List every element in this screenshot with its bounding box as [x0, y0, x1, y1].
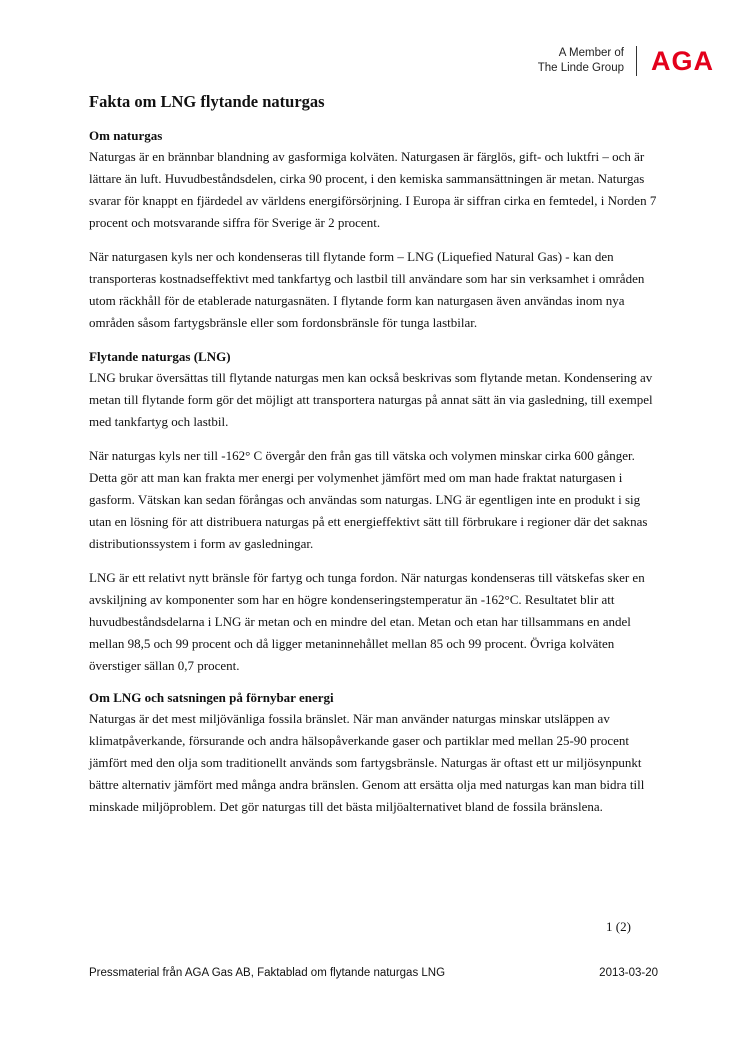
section-lng-fornybar-energi	[89, 687, 664, 818]
document-body	[89, 92, 664, 818]
logo-divider	[636, 46, 637, 76]
footer-date: 2013-03-20	[599, 967, 658, 979]
aga-logo-mark: AGA	[651, 45, 714, 76]
section-heading: Om naturgas	[89, 128, 163, 143]
section-flytande-naturgas	[89, 346, 664, 677]
section-heading: Flytande naturgas (LNG)	[89, 349, 231, 364]
paragraph: Naturgas är det mest miljövänliga fossila bränslet. När man använder naturgas minskar utsläppen av klimatpåverkande, försurande och andra hälsopåverkande gaser och partiklar med mellan 25-90 procent jämfört med den olja som traditionellt används som fartygsbränsle. Naturgas är oftast ett ur miljösynpunkt bättre alternativ jämfört med många andra bränslen. Genom att ersätta olja med naturgas kan man bidra till minskade miljöproblem. Det gör naturgas till det bästa miljöalternativet bland de fossila bränslena.	[89, 711, 645, 814]
footer-source: Pressmaterial från AGA Gas AB, Faktablad om flytande naturgas LNG	[89, 967, 446, 979]
paragraph: Naturgas är en brännbar blandning av gasformiga kolväten. Naturgasen är färglös, gift- och luktfri – och är lättare än luft. Huvudbeståndsdelen, cirka 90 procent, i den kemiska sammansättningen är metan. Naturgas svarar för knappt en fjärdedel av världens energiförsörjning. I Europa är siffran cirka en femtedel, i Norden 7 procent och motsvarande siffra för Sverige är 2 procent.	[89, 149, 657, 230]
paragraph: LNG brukar översättas till flytande naturgas men kan också beskrivas som flytande metan. Kondensering av metan till flytande form gör det möjligt att transportera naturgas på annat sätt än via gasledning, till exempel med tankfartyg och lastbil.	[89, 370, 653, 429]
logo-tagline-line1: A Member of	[558, 47, 624, 59]
paragraph: När naturgas kyls ner till -162° C övergår den från gas till vätska och volymen minskar cirka 600 gånger. Detta gör att man kan frakta mer energi per volymenhet jämfört med om man hade fraktat naturgasen i gasform. Vätskan kan sedan förångas och användas som naturgas. LNG är egentligen inte en produkt i sig utan en lösning för att distribuera naturgas på ett energieffektivt sätt till förbrukare i regioner där det saknas distributionssystem i form av gasledningar.	[89, 448, 648, 551]
company-logo	[538, 46, 714, 76]
logo-tagline-line2: The Linde Group	[537, 62, 624, 74]
logo-tagline	[538, 46, 624, 76]
section-om-naturgas	[89, 125, 664, 334]
document-title: Fakta om LNG flytande naturgas	[89, 92, 325, 111]
section-heading: Om LNG och satsningen på förnybar energi	[89, 690, 334, 705]
paragraph: LNG är ett relativt nytt bränsle för fartyg och tunga fordon. När naturgas kondenseras till vätskefas sker en avskiljning av komponenter som har en högre kondenseringstemperatur än -162°C. Resultatet blir att huvudbeståndsdelarna i LNG är metan och en mindre del etan. Metan och etan har tillsammans en andel mellan 98,5 och 99 procent och då ligger metaninnehållet mellan 85 och 99 procent. Övriga kolväten överstiger sällan 0,7 procent.	[89, 570, 645, 673]
page-number: 1 (2)	[606, 919, 631, 934]
page-footer	[89, 967, 658, 979]
paragraph: När naturgasen kyls ner och kondenseras till flytande form – LNG (Liquefied Natural Gas) - kan den transporteras kostnadseffektivt med tankfartyg och lastbil till användare som har sin verksamhet i områden utom räckhåll för de etablerade naturgasnäten. I flytande form kan naturgasen även användas inom nya områden såsom fartygsbränsle eller som fordonsbränsle för tunga lastbilar.	[89, 249, 645, 330]
